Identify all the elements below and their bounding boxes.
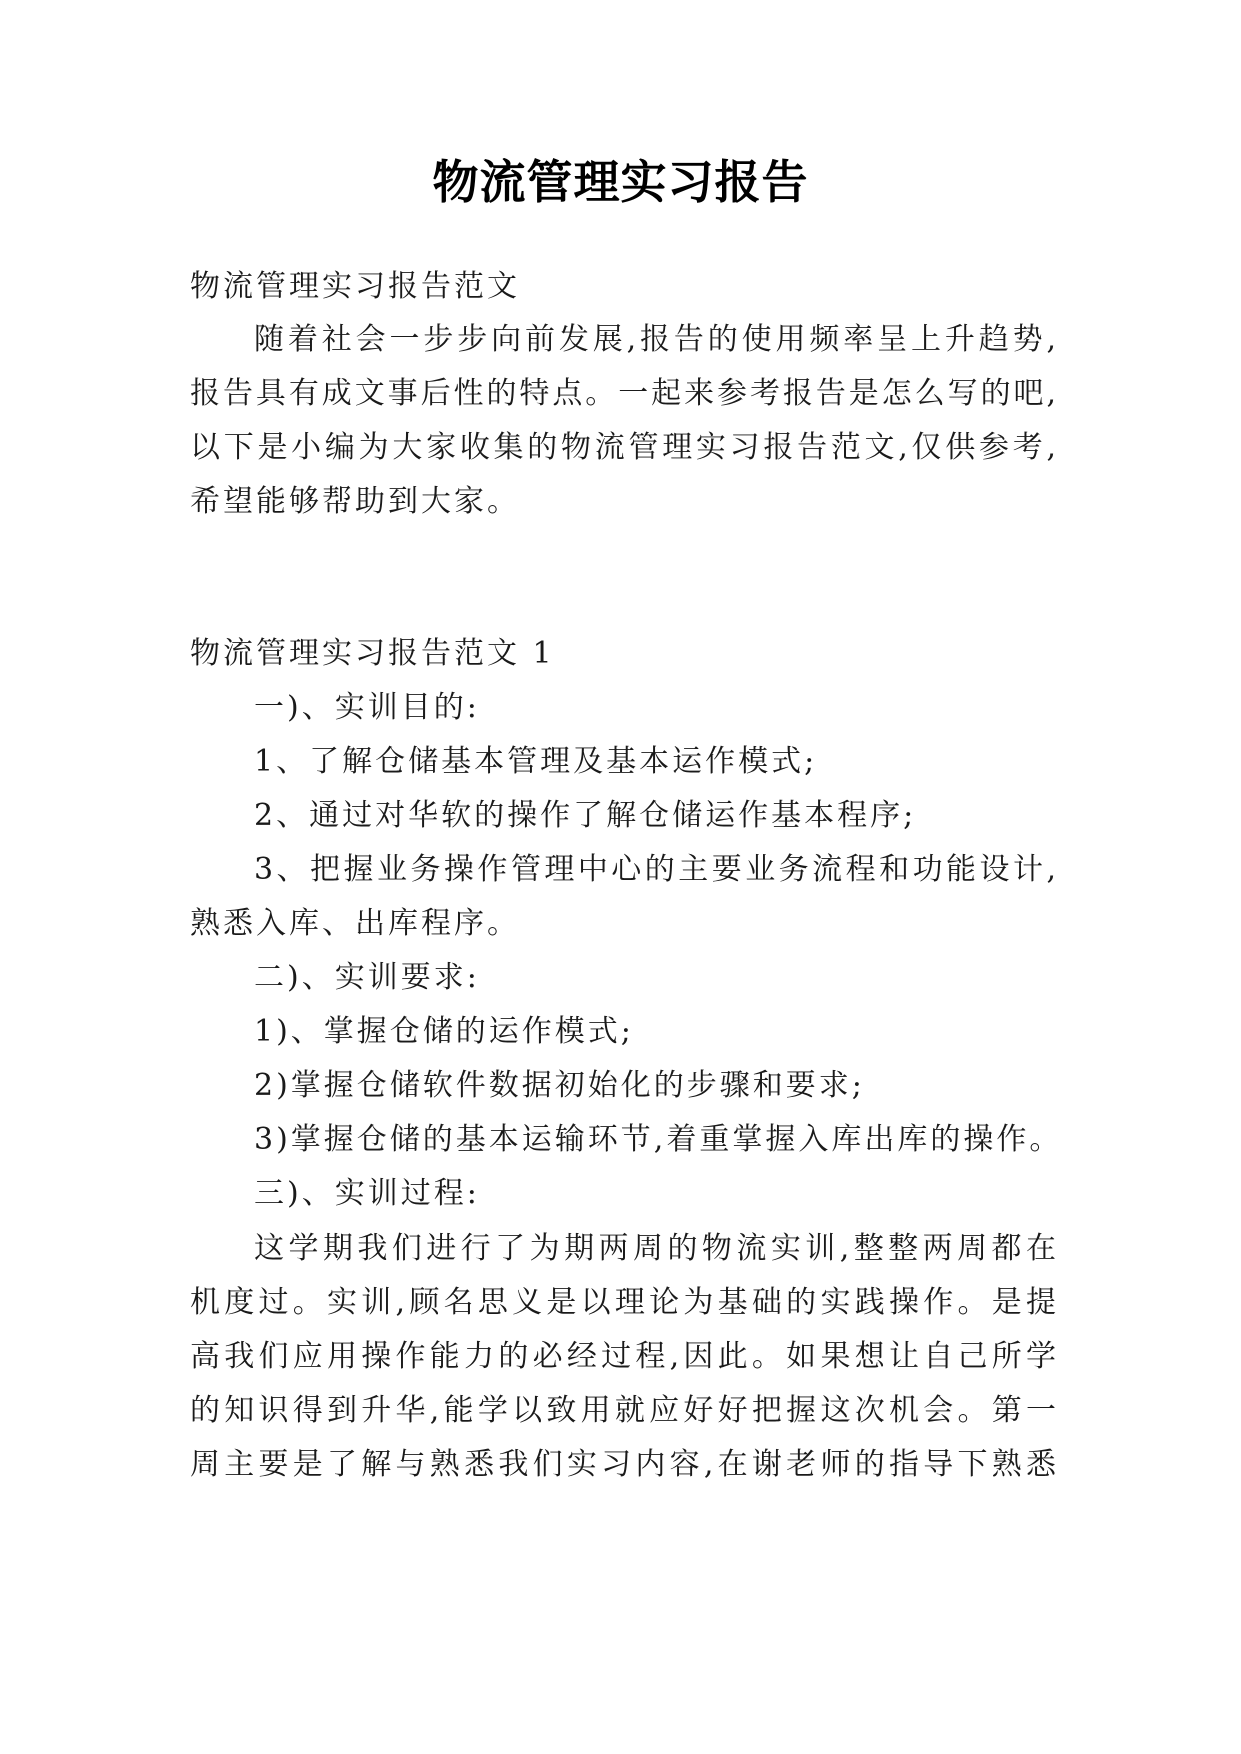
list-item: 3)掌握仓储的基本运输环节,着重掌握入库出库的操作。 [254,1122,1063,1157]
paragraph-line: 希望能够帮助到大家。 [190,484,520,519]
list-item-continued: 熟悉入库、出库程序。 [190,906,520,941]
paragraph-line: 以下是小编为大家收集的物流管理实习报告范文,仅供参考, [190,430,1056,465]
subheading: 一)、实训目的: [254,690,480,725]
subheading: 三)、实训过程: [254,1176,480,1211]
document-title: 物流管理实习报告 [432,155,809,209]
list-item: 1、了解仓储基本管理及基本运作模式; [254,744,818,779]
list-item: 2)掌握仓储软件数据初始化的步骤和要求; [254,1068,865,1103]
section-heading: 物流管理实习报告范文 [190,269,520,304]
paragraph-line: 高我们应用操作能力的必经过程,因此。如果想让自己所学 [190,1339,1056,1374]
list-item: 3、把握业务操作管理中心的主要业务流程和功能设计, [254,852,1056,887]
paragraph-line: 报告具有成文事后性的特点。一起来参考报告是怎么写的吧, [190,376,1056,411]
paragraph-line: 这学期我们进行了为期两周的物流实训,整整两周都在 [254,1231,1056,1266]
paragraph-line: 随着社会一步步向前发展,报告的使用频率呈上升趋势, [254,322,1056,357]
list-item: 1)、掌握仓储的运作模式; [254,1014,634,1049]
paragraph-line: 的知识得到升华,能学以致用就应好好把握这次机会。第一 [190,1393,1056,1428]
paragraph-line: 周主要是了解与熟悉我们实习内容,在谢老师的指导下熟悉 [190,1447,1056,1482]
section-heading: 物流管理实习报告范文 1 [190,636,555,671]
paragraph-line: 机度过。实训,顾名思义是以理论为基础的实践操作。是提 [190,1285,1056,1320]
list-item: 2、通过对华软的操作了解仓储运作基本程序; [254,798,917,833]
subheading: 二)、实训要求: [254,960,480,995]
